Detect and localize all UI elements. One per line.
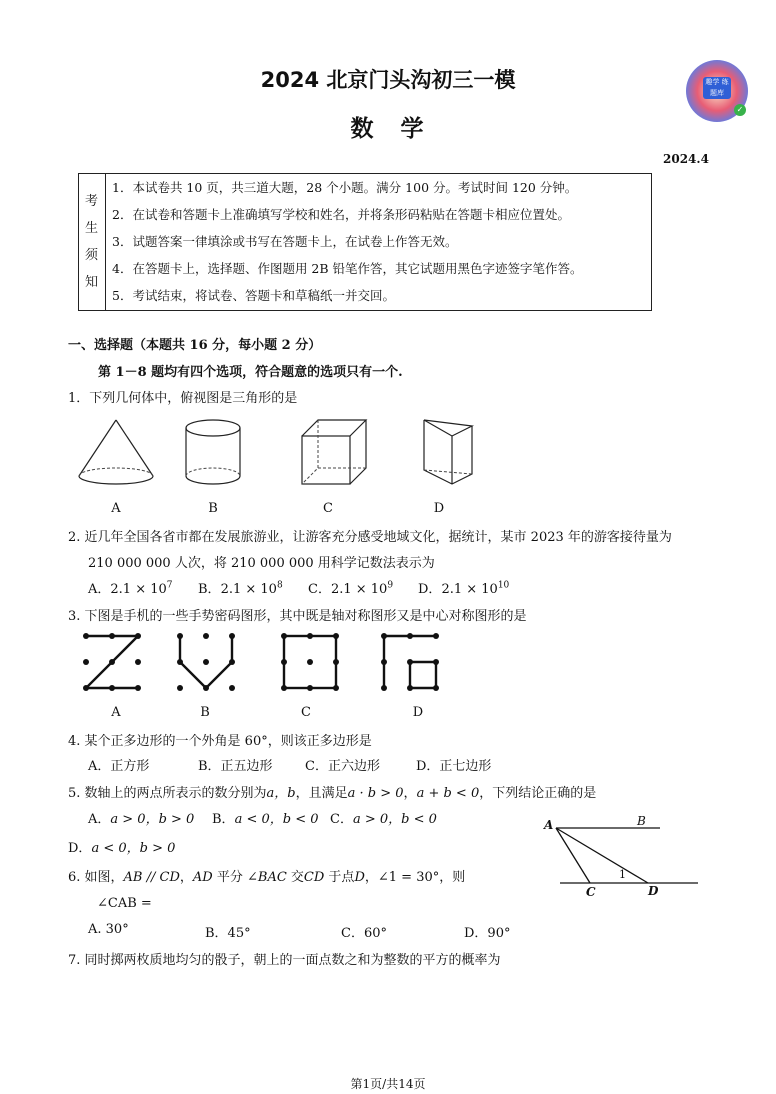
q6-option-c: C．60° [341, 926, 387, 941]
q4-option-a: A．正方形 [88, 759, 150, 774]
q4-option-b: B．正五边形 [198, 759, 273, 774]
q3-option-label: A [111, 705, 121, 720]
cone-figure [76, 418, 156, 488]
parallel-lines-figure [540, 814, 710, 900]
q5-option-c: C．a > 0，b < 0 [330, 812, 437, 827]
q3-option-label: C [301, 705, 311, 720]
gesture-pattern-z [82, 632, 144, 694]
q3-option-label: D [412, 705, 424, 720]
question-6-stem: 6. 如图，AB // CD，AD 平分 ∠BAC 交CD 于点D，∠1 = 30°，则 [68, 870, 466, 885]
q5-option-a: A．a > 0，b > 0 [88, 812, 195, 827]
q6-option-b: B．45° [205, 926, 251, 941]
figure-label-b: B [637, 814, 646, 828]
q2-option-a: A．$2.1 \times 10^7$ [88, 580, 173, 597]
notice-item: 5．考试结束，将试卷、答题卡和草稿纸一并交回。 [112, 288, 395, 303]
q6-option-d: D．90° [464, 926, 511, 941]
subject-title: 数 学 [350, 116, 426, 142]
q4-option-c: C．正六边形 [305, 759, 380, 774]
exam-title: 2024 北京门头沟初三一模 [260, 68, 516, 92]
q5-option-d: D．a < 0，b > 0 [68, 841, 176, 856]
triangular-prism-figure [422, 418, 476, 488]
figure-label-d: D [648, 884, 659, 898]
q1-option-label: B [208, 501, 218, 516]
question-6-ask: ∠CAB = [97, 896, 152, 911]
q3-option-label: B [200, 705, 210, 720]
q6-option-a: A. 30° [88, 922, 129, 937]
page-number: 第1页/共14页 [350, 1077, 426, 1091]
gesture-pattern-square [280, 632, 342, 694]
q1-option-label: A [111, 501, 121, 516]
question-1-stem: 1．下列几何体中，俯视图是三角形的是 [68, 391, 298, 406]
question-2-stem: 2. 近几年全国各省市都在发展旅游业，让游客充分感受地域文化，据统计，某市 2023 年的游客接待量为 [68, 530, 672, 545]
cylinder-figure [184, 418, 242, 488]
question-4-stem: 4. 某个正多边形的一个外角是 60°，则该正多边形是 [68, 734, 372, 749]
qr-code-logo[interactable] [686, 60, 748, 122]
q1-option-label: D [433, 501, 445, 516]
figure-label-a: A [544, 818, 554, 832]
notice-heading [79, 174, 106, 310]
q2-option-d: D．$2.1 \times 10^{10}$ [418, 580, 510, 597]
gesture-pattern-v [176, 632, 238, 694]
q2-option-b: B．$2.1 \times 10^8$ [198, 580, 283, 597]
q5-option-b: B．a < 0，b < 0 [212, 812, 319, 827]
question-3-stem: 3. 下图是手机的一些手势密码图形，其中既是轴对称图形又是中心对称图形的是 [68, 609, 527, 624]
question-2-stem-continued: 210 000 000 人次，将 210 000 000 用科学记数法表示为 [88, 556, 435, 571]
check-icon: ✓ [734, 104, 746, 116]
notice-item: 3．试题答案一律填涂或书写在答题卡上，在试卷上作答无效。 [112, 234, 458, 249]
exam-notice-box [78, 173, 652, 311]
notice-item: 2．在试卷和答题卡上准确填写学校和姓名，并将条形码粘贴在答题卡相应位置处。 [112, 207, 570, 222]
notice-item: 4．在答题卡上，选择题、作图题用 2B 铅笔作答，其它试题用黑色字迹签字笔作答。 [112, 261, 583, 276]
q4-option-d: D．正七边形 [416, 759, 492, 774]
notice-heading-char: 生 [85, 221, 99, 236]
section-heading: 一、选择题（本题共 16 分，每小题 2 分） [68, 338, 322, 353]
question-5-stem: 5. 数轴上的两点所表示的数分别为a，b，且满足a · b > 0，a + b < 0，下列结论正确的是 [68, 786, 597, 801]
notice-heading-char: 须 [85, 248, 99, 263]
figure-label-c: C [586, 885, 596, 899]
notice-item: 1．本试卷共 10 页，共三道大题，28 个小题。满分 100 分。考试时间 120 分钟。 [112, 180, 578, 195]
qr-badge: 趣学 练题库 [703, 77, 731, 99]
gesture-pattern-spiral [380, 632, 442, 694]
section-instruction: 第 1－8 题均有四个选项，符合题意的选项只有一个. [98, 365, 403, 380]
q1-option-label: C [323, 501, 333, 516]
notice-heading-char: 考 [85, 194, 99, 209]
notice-heading-char: 知 [85, 275, 99, 290]
figure-angle-label: 1 [619, 868, 626, 881]
question-7-stem: 7. 同时掷两枚质地均匀的骰子，朝上的一面点数之和为整数的平方的概率为 [68, 953, 501, 968]
exam-date: 2024.4 [663, 152, 709, 166]
cube-figure [300, 418, 370, 488]
q2-option-c: C．$2.1 \times 10^9$ [308, 580, 394, 597]
